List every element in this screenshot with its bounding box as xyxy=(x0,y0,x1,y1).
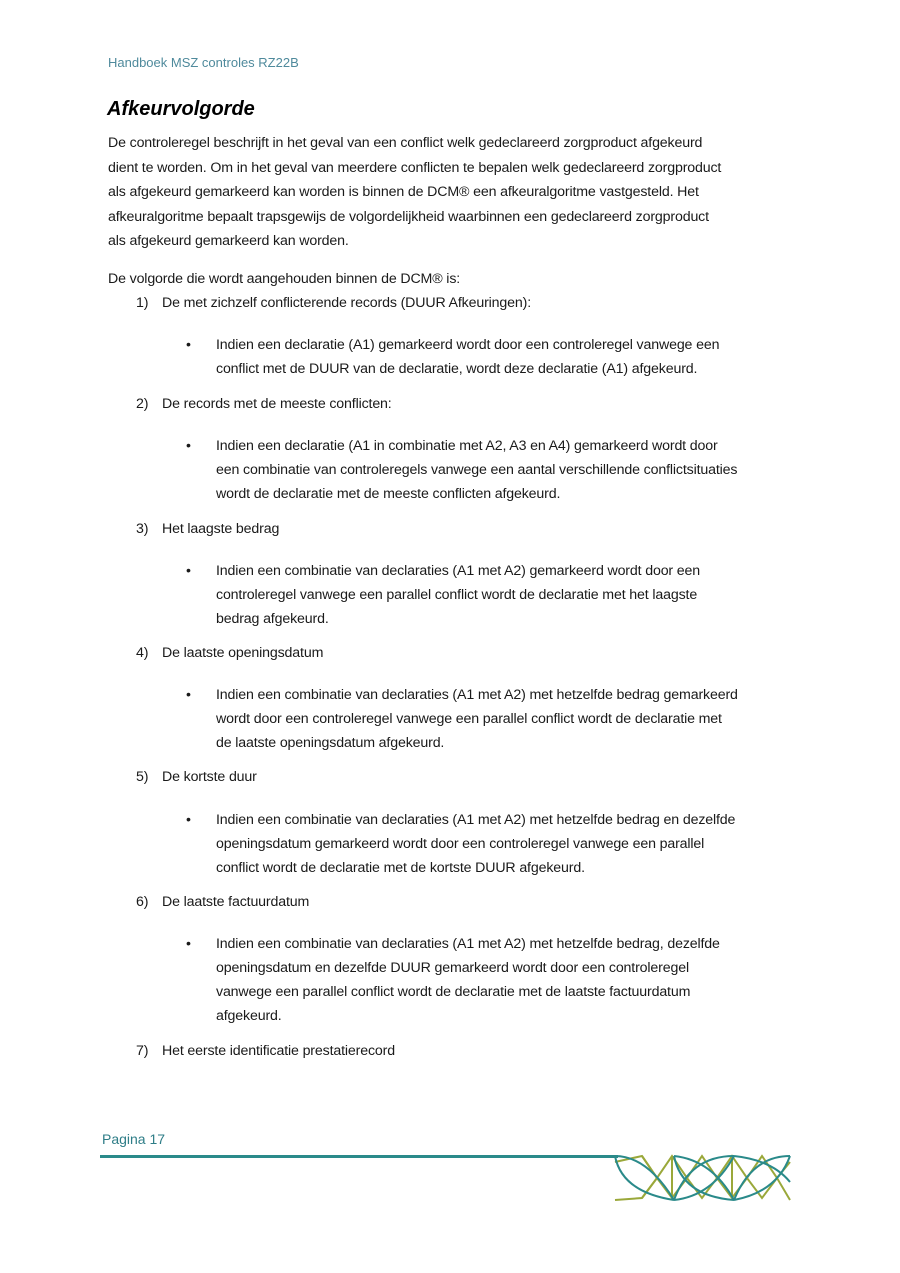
list-lead: De volgorde die wordt aangehouden binnen de DCM® is: xyxy=(108,271,461,287)
bullet-item xyxy=(186,333,796,381)
bullet-icon: • xyxy=(186,337,191,353)
list-item xyxy=(136,769,257,785)
decorative-arc-pattern-logo-icon xyxy=(612,1152,792,1204)
bullet-line: een combinatie van controleregels vanwege een aantal verschillende conflictsituaties xyxy=(216,462,738,478)
running-header: Handboek MSZ controles RZ22B xyxy=(108,55,299,70)
bullet-line: wordt de declaratie met de meeste conflicten afgekeurd. xyxy=(216,486,561,502)
bullet-line: wordt door een controleregel vanwege een parallel conflict wordt de declaratie met xyxy=(216,711,722,727)
bullet-item xyxy=(186,932,796,1028)
bullet-line: conflict wordt de declaratie met de kortste DUUR afgekeurd. xyxy=(216,860,585,876)
bullet-line: afgekeurd. xyxy=(216,1008,282,1024)
bullet-item xyxy=(186,434,796,506)
list-label: De records met de meeste conflicten: xyxy=(162,396,392,412)
list-item xyxy=(136,1043,395,1059)
bullet-item xyxy=(186,808,796,880)
bullet-icon: • xyxy=(186,687,191,703)
list-number: 4) xyxy=(136,645,149,661)
bullet-line: conflict met de DUUR van de declaratie, wordt deze declaratie (A1) afgekeurd. xyxy=(216,361,698,377)
list-number: 5) xyxy=(136,769,149,785)
list-item xyxy=(136,295,531,311)
bullet-icon: • xyxy=(186,563,191,579)
bullet-line: vanwege een parallel conflict wordt de declaratie met de laatste factuurdatum xyxy=(216,984,691,1000)
intro-paragraph xyxy=(108,131,808,254)
list-label: Het eerste identificatie prestatierecord xyxy=(162,1043,395,1059)
list-item xyxy=(136,894,309,910)
intro-line: als afgekeurd gemarkeerd kan worden. xyxy=(108,233,349,249)
intro-line: als afgekeurd gemarkeerd kan worden is binnen de DCM® een afkeuralgoritme vastgesteld. Het xyxy=(108,184,699,200)
section-title: Afkeurvolgorde xyxy=(107,98,255,120)
bullet-line: bedrag afgekeurd. xyxy=(216,611,329,627)
list-label: De laatste openingsdatum xyxy=(162,645,324,661)
list-number: 1) xyxy=(136,295,149,311)
list-item xyxy=(136,396,392,412)
page-number: Pagina 17 xyxy=(102,1131,166,1147)
list-number: 2) xyxy=(136,396,149,412)
bullet-line: Indien een combinatie van declaraties (A1 met A2) met hetzelfde bedrag, dezelfde xyxy=(216,936,720,952)
intro-line: afkeuralgoritme bepaalt trapsgewijs de volgordelijkheid waarbinnen een gedeclareerd zorgproduct xyxy=(108,208,709,225)
intro-line: De controleregel beschrijft in het geval van een conflict welk gedeclareerd zorgproduct afgekeurd xyxy=(108,135,703,151)
list-number: 7) xyxy=(136,1043,149,1059)
bullet-line: Indien een combinatie van declaraties (A1 met A2) gemarkeerd wordt door een xyxy=(216,563,701,579)
bullet-item xyxy=(186,559,796,631)
bullet-line: Indien een combinatie van declaraties (A1 met A2) met hetzelfde bedrag gemarkeerd xyxy=(216,687,738,703)
intro-line: dient te worden. Om in het geval van meerdere conflicten te bepalen welk gedeclareerd zorgproduct xyxy=(108,159,722,176)
list-label: De met zichzelf conflicterende records (DUUR Afkeuringen): xyxy=(162,295,531,311)
bullet-item xyxy=(186,683,796,755)
bullet-line: controleregel vanwege een parallel conflict wordt de declaratie met het laagste xyxy=(216,587,698,603)
list-label: Het laagste bedrag xyxy=(162,521,280,537)
list-item xyxy=(136,521,279,537)
list-item xyxy=(136,645,323,661)
bullet-icon: • xyxy=(186,438,191,454)
list-label: De laatste factuurdatum xyxy=(162,894,310,910)
teal-arc-shape xyxy=(615,1156,790,1200)
bullet-line: Indien een combinatie van declaraties (A1 met A2) met hetzelfde bedrag en dezelfde xyxy=(216,812,736,828)
bullet-icon: • xyxy=(186,812,191,828)
list-number: 3) xyxy=(136,521,149,537)
bullet-line: Indien een declaratie (A1) gemarkeerd wordt door een controleregel vanwege een xyxy=(216,337,720,353)
bullet-icon: • xyxy=(186,936,191,952)
list-label: De kortste duur xyxy=(162,769,257,785)
list-number: 6) xyxy=(136,894,149,910)
bullet-line: openingsdatum gemarkeerd wordt door een controleregel vanwege een parallel xyxy=(216,836,705,852)
bullet-line: openingsdatum en dezelfde DUUR gemarkeerd wordt door een controleregel xyxy=(216,960,689,976)
footer-divider xyxy=(100,1155,618,1158)
bullet-line: de laatste openingsdatum afgekeurd. xyxy=(216,735,445,751)
bullet-line: Indien een declaratie (A1 in combinatie met A2, A3 en A4) gemarkeerd wordt door xyxy=(216,438,718,454)
